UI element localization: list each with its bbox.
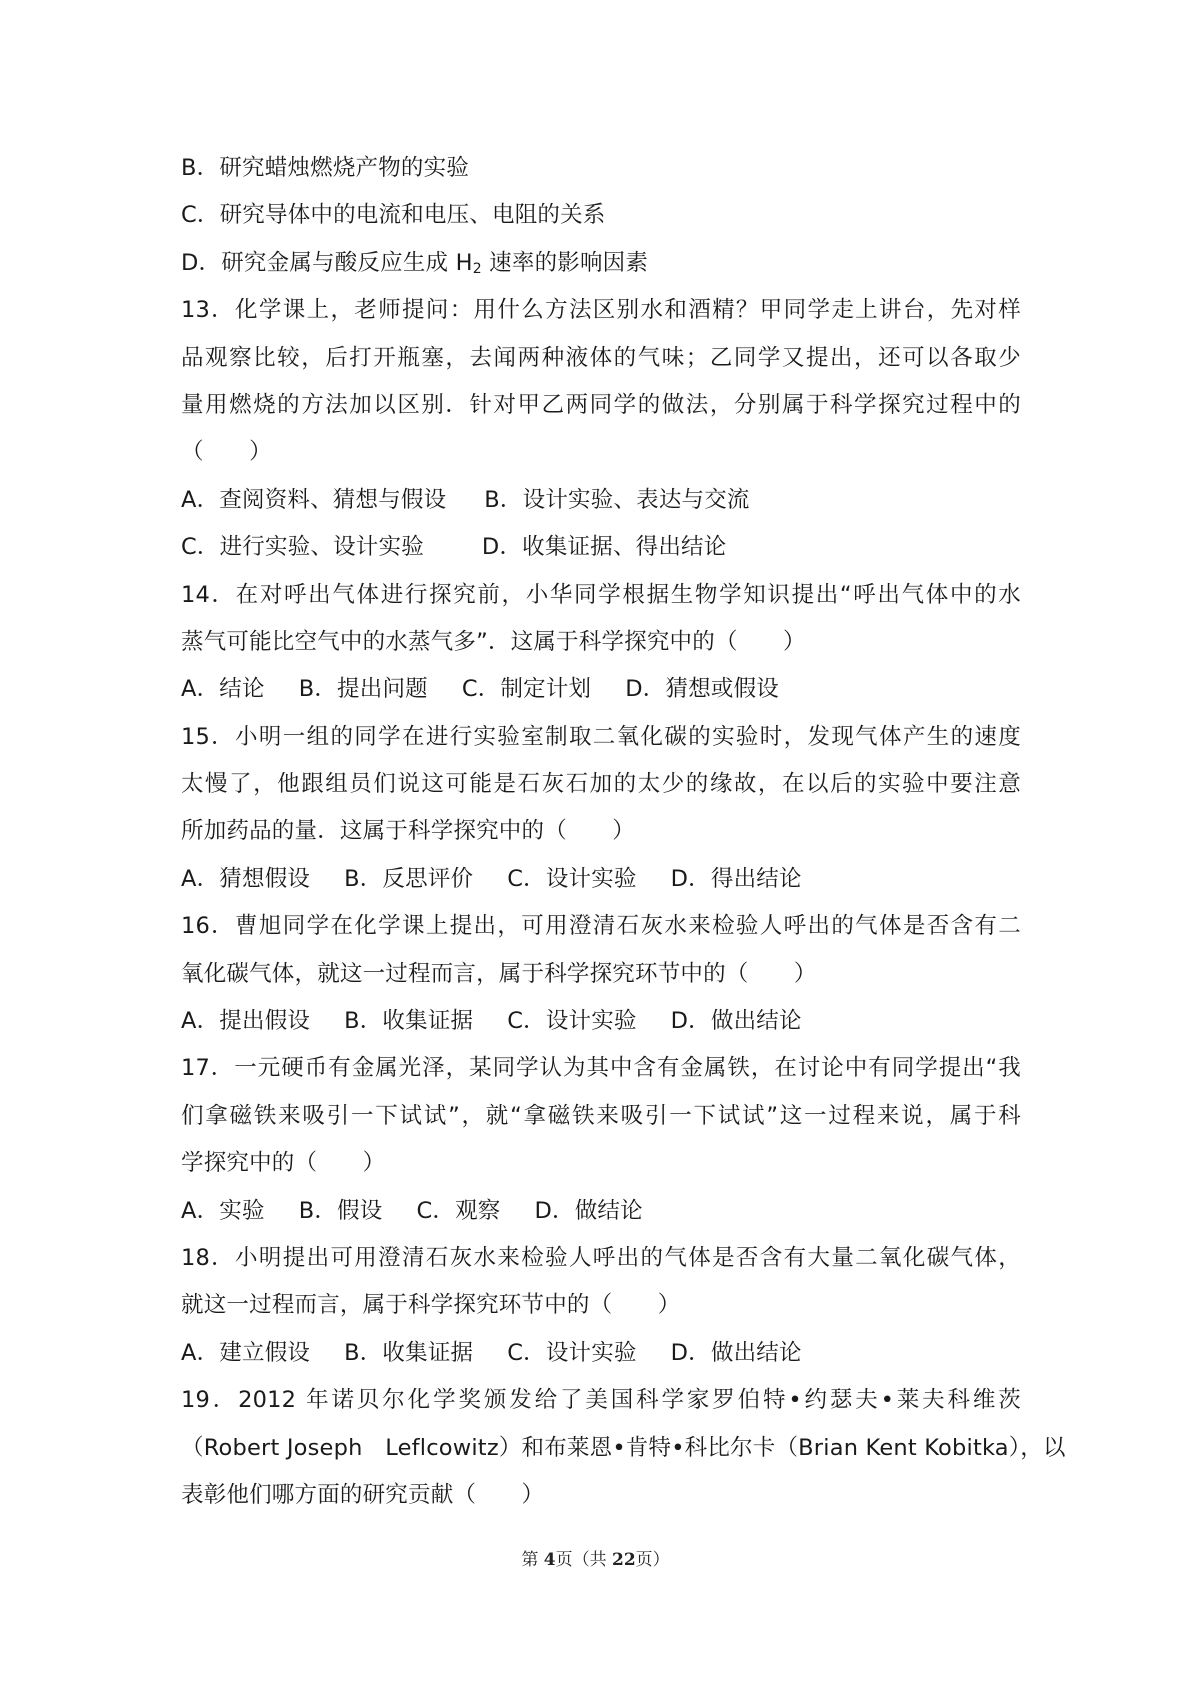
question-18-line: 就这一过程而言，属于科学探究环节中的（ ） xyxy=(181,1292,681,1319)
prev-option-d xyxy=(181,240,1021,287)
option-d: D．做出结论 xyxy=(670,1339,802,1366)
option-a: A．结论 xyxy=(181,676,265,703)
option-d: D．做结论 xyxy=(534,1197,643,1224)
footer-middle: 页（共 xyxy=(555,1550,612,1570)
option-d: D．收集证据、得出结论 xyxy=(481,534,727,561)
footer-prefix: 第 xyxy=(521,1550,544,1570)
option-a: A．查阅资料、猜想与假设 xyxy=(181,486,447,513)
option-d: D．得出结论 xyxy=(670,865,802,892)
question-18-options xyxy=(181,1330,1021,1377)
question-content xyxy=(181,145,1066,1519)
question-15-options xyxy=(181,856,1021,903)
question-14-options xyxy=(181,666,1021,713)
question-13-options-row1 xyxy=(181,477,1021,524)
question-13-line: 13．化学课上，老师提问：用什么方法区别水和酒精？甲同学走上讲台，先对样 xyxy=(181,297,1021,324)
option-b: B．假设 xyxy=(298,1197,383,1224)
option-c: C．观察 xyxy=(416,1197,501,1224)
question-13 xyxy=(181,287,1021,571)
question-18 xyxy=(181,1235,1021,1377)
prev-option-d-text-end: 速率的影响因素 xyxy=(481,249,649,276)
footer-suffix: 页） xyxy=(635,1550,670,1570)
option-d: D．做出结论 xyxy=(670,1008,802,1035)
question-16-options xyxy=(181,998,1021,1045)
question-18-line: 18．小明提出可用澄清石灰水来检验人呼出的气体是否含有大量二氧化碳气体， xyxy=(181,1244,1021,1271)
prev-option-d-text: D．研究金属与酸反应生成 H xyxy=(181,249,473,276)
option-d: D．猜想或假设 xyxy=(625,676,779,703)
question-14-line: 14．在对呼出气体进行探究前，小华同学根据生物学知识提出“呼出气体中的水 xyxy=(181,581,1021,608)
page-footer xyxy=(0,1545,1191,1570)
option-a: A．猜想假设 xyxy=(181,865,311,892)
option-b: B．反思评价 xyxy=(344,865,474,892)
question-15-line: 太慢了，他跟组员们说这可能是石灰石加的太少的缘故，在以后的实验中要注意 xyxy=(181,771,1021,798)
question-19-line: 19．2012 年诺贝尔化学奖颁发给了美国科学家罗伯特•约瑟夫•莱夫科维茨 xyxy=(181,1387,1021,1414)
question-13-options-row2 xyxy=(181,524,1021,571)
question-19 xyxy=(181,1377,1066,1519)
question-17-line: 们拿磁铁来吸引一下试试”，就“拿磁铁来吸引一下试试”这一过程来说，属于科 xyxy=(181,1102,1021,1129)
question-17-line: 学探究中的（ ） xyxy=(181,1150,386,1177)
question-19-line: 表彰他们哪方面的研究贡献（ ） xyxy=(181,1481,545,1508)
question-15-line: 15．小明一组的同学在进行实验室制取二氧化碳的实验时，发现气体产生的速度 xyxy=(181,723,1021,750)
page-number: 4 xyxy=(543,1550,556,1570)
option-c: C．制定计划 xyxy=(461,676,592,703)
option-c: C．设计实验 xyxy=(507,1008,637,1035)
question-14 xyxy=(181,572,1021,714)
option-a: A．提出假设 xyxy=(181,1008,311,1035)
option-b: B．收集证据 xyxy=(344,1339,474,1366)
option-c: C．设计实验 xyxy=(507,1339,637,1366)
option-c: C．进行实验、设计实验 xyxy=(181,534,424,561)
question-16-line: 16．曹旭同学在化学课上提出，可用澄清石灰水来检验人呼出的气体是否含有二 xyxy=(181,913,1021,940)
question-13-line: 品观察比较，后打开瓶塞，去闻两种液体的气味；乙同学又提出，还可以各取少 xyxy=(181,344,1021,371)
question-15 xyxy=(181,714,1021,904)
option-a: A．建立假设 xyxy=(181,1339,311,1366)
question-19-line: （Robert Joseph Leflcowitz）和布莱恩•肯特•科比尔卡（Brian Kent Kobitka），以 xyxy=(181,1434,1066,1461)
question-17 xyxy=(181,1045,1021,1235)
option-c: C．设计实验 xyxy=(507,865,637,892)
question-13-line: （ ） xyxy=(181,439,272,466)
option-b: B．提出问题 xyxy=(298,676,428,703)
question-16 xyxy=(181,903,1021,1045)
option-a: A．实验 xyxy=(181,1197,265,1224)
question-16-line: 氧化碳气体，就这一过程而言，属于科学探究环节中的（ ） xyxy=(181,960,817,987)
prev-option-c: C．研究导体中的电流和电压、电阻的关系 xyxy=(181,202,606,229)
total-pages: 22 xyxy=(611,1550,636,1570)
question-14-line: 蒸气可能比空气中的水蒸气多”．这属于科学探究中的（ ） xyxy=(181,628,806,655)
question-17-options xyxy=(181,1188,1021,1235)
question-17-line: 17．一元硬币有金属光泽，某同学认为其中含有金属铁，在讨论中有同学提出“我 xyxy=(181,1055,1021,1082)
prev-option-b: B．研究蜡烛燃烧产物的实验 xyxy=(181,155,470,181)
option-b: B．设计实验、表达与交流 xyxy=(484,486,750,513)
question-13-line: 量用燃烧的方法加以区别．针对甲乙两同学的做法，分别属于科学探究过程中的 xyxy=(181,391,1021,418)
option-b: B．收集证据 xyxy=(344,1008,474,1035)
subscript-2: 2 xyxy=(472,260,482,277)
question-15-line: 所加药品的量．这属于科学探究中的（ ） xyxy=(181,818,636,845)
